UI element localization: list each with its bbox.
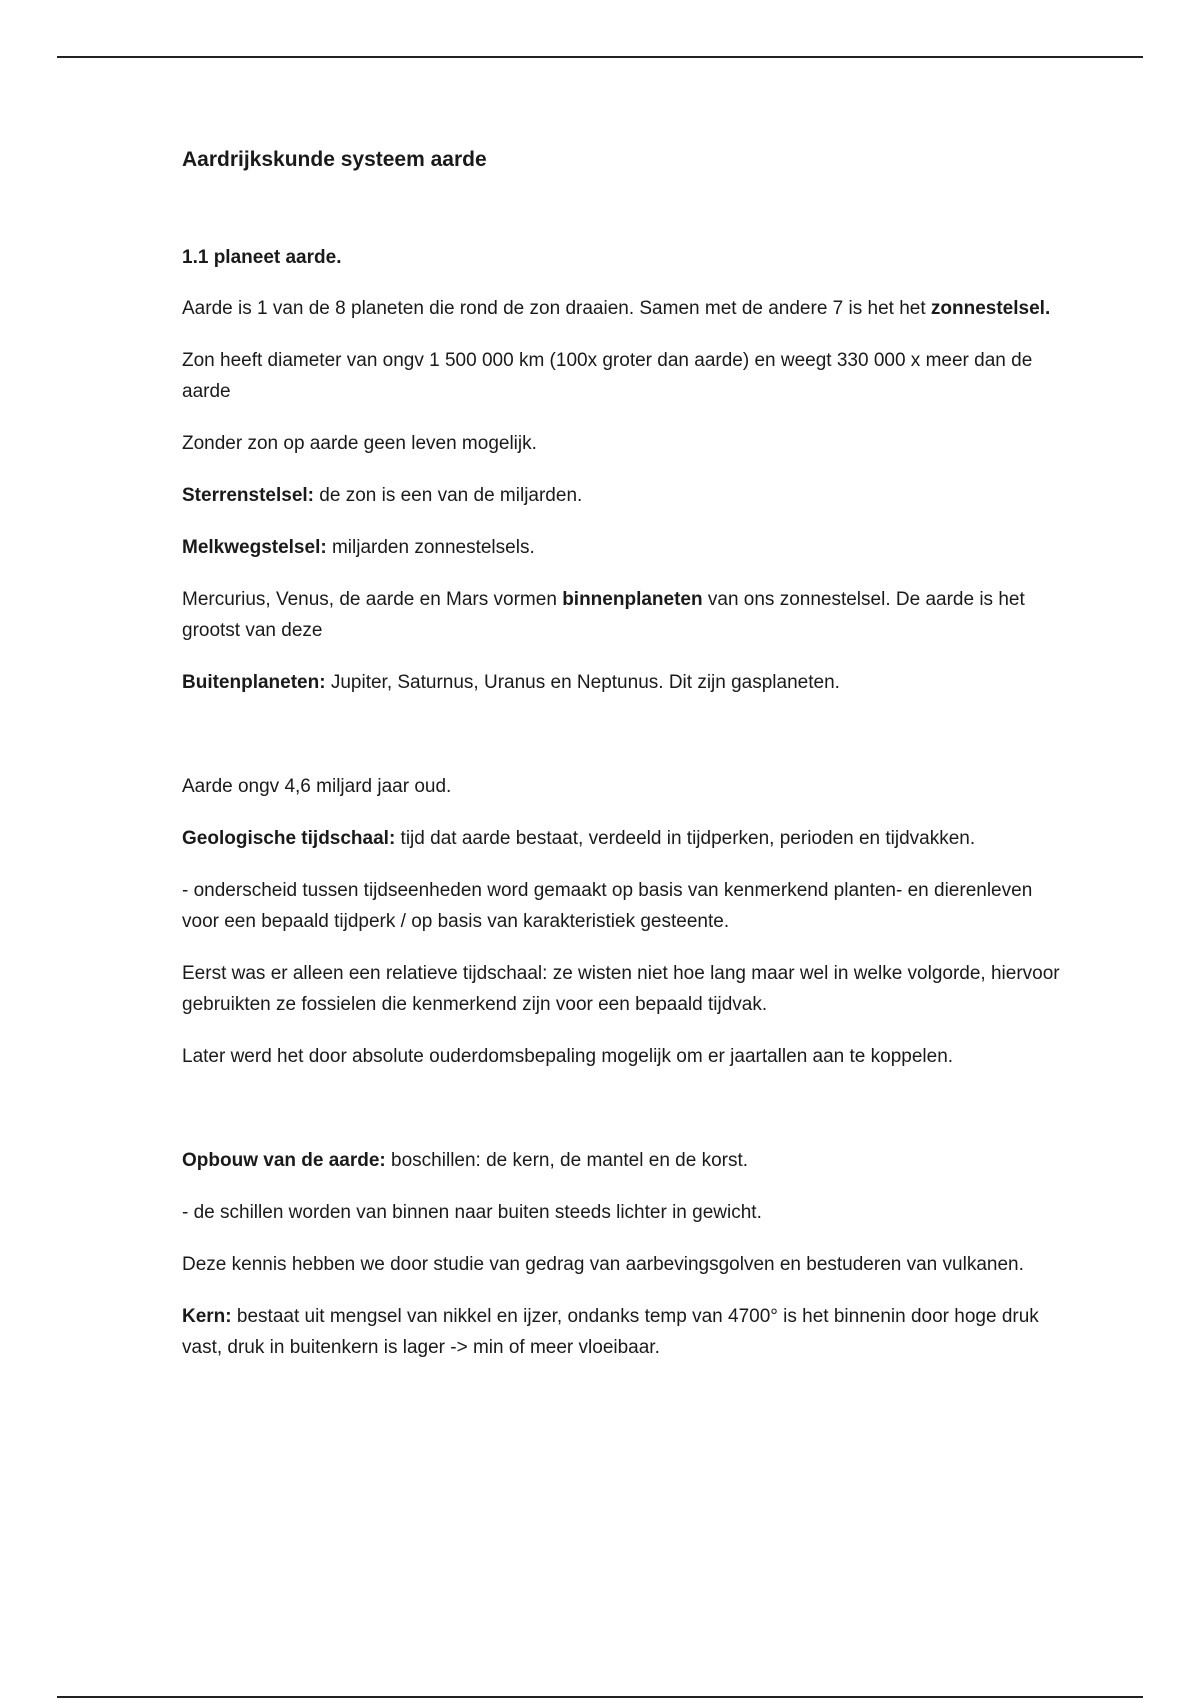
bottom-rule: [57, 1696, 1143, 1698]
paragraph-zonder-zon: Zonder zon op aarde geen leven mogelijk.: [182, 433, 537, 454]
paragraph-binnenplaneten: Mercurius, Venus, de aarde en Mars vormen binnenplaneten van ons zonnestelsel. De aarde is het grootst van deze: [182, 589, 1025, 641]
paragraph-kern: Kern: bestaat uit mengsel van nikkel en ijzer, ondanks temp van 4700° is het binnenin door hoge druk vast, druk in buitenkern is lager -> min of meer vloeibaar.: [182, 1306, 1039, 1358]
top-rule: [57, 56, 1143, 58]
paragraph-sterrenstelsel: Sterrenstelsel: de zon is een van de miljarden.: [182, 485, 583, 506]
paragraph-opbouw-aarde: Opbouw van de aarde: boschillen: de kern, de mantel en de korst.: [182, 1150, 749, 1171]
document-body: [182, 145, 1062, 1363]
paragraph-zonnestelsel: Aarde is 1 van de 8 planeten die rond de zon draaien. Samen met de andere 7 is het het zonnestelsel.: [182, 298, 1051, 319]
paragraph-tijdseenheden: - onderscheid tussen tijdseenheden word gemaakt op basis van kenmerkend planten- en dierenleven voor een bepaald tijdperk / op basis van karakteristiek gesteente.: [182, 880, 1033, 932]
paragraph-geologische-tijdschaal: Geologische tijdschaal: tijd dat aarde bestaat, verdeeld in tijdperken, perioden en tijdvakken.: [182, 828, 976, 849]
paragraph-kennis: Deze kennis hebben we door studie van gedrag van aarbevingsgolven en bestuderen van vulkanen.: [182, 1254, 1024, 1275]
document-title: Aardrijkskunde systeem aarde: [182, 148, 487, 171]
section-heading: 1.1 planeet aarde.: [182, 247, 342, 268]
paragraph-zon-diameter: Zon heeft diameter van ongv 1 500 000 km (100x groter dan aarde) en weegt 330 000 x meer dan de aarde: [182, 350, 1033, 402]
paragraph-aarde-leeftijd: Aarde ongv 4,6 miljard jaar oud.: [182, 776, 452, 797]
paragraph-absolute-ouderdom: Later werd het door absolute ouderdomsbepaling mogelijk om er jaartallen aan te koppelen.: [182, 1046, 954, 1067]
paragraph-melkwegstelsel: Melkwegstelsel: miljarden zonnestelsels.: [182, 537, 535, 558]
paragraph-relatieve-tijdschaal: Eerst was er alleen een relatieve tijdschaal: ze wisten niet hoe lang maar wel in welke volgorde, hiervoor gebruikten ze fossielen die kenmerkend zijn voor een bepaald tijdvak.: [182, 963, 1060, 1015]
paragraph-schillen: - de schillen worden van binnen naar buiten steeds lichter in gewicht.: [182, 1202, 762, 1223]
paragraph-buitenplaneten: Buitenplaneten: Jupiter, Saturnus, Uranus en Neptunus. Dit zijn gasplaneten.: [182, 672, 840, 693]
